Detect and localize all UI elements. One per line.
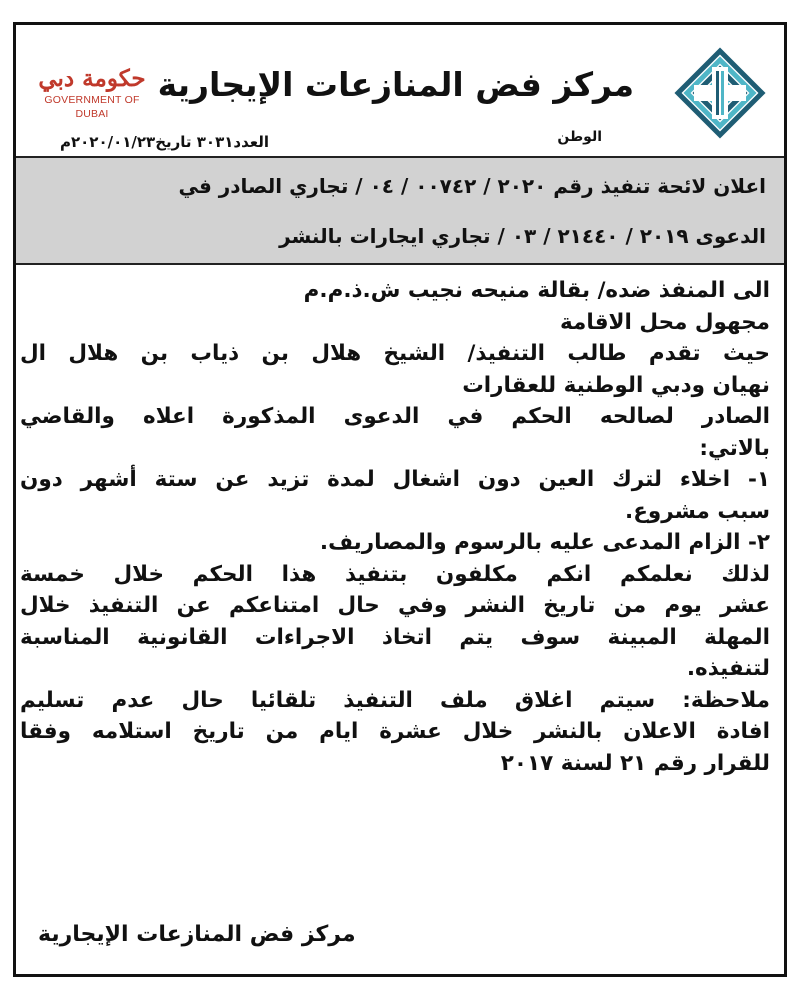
- newspaper-source: الوطن: [557, 129, 602, 145]
- banner-line-2: الدعوى ٢٠١٩ / ٢١٤٤٠ / ٠٣ / تجاري ايجارات بالنشر: [279, 224, 766, 248]
- body-line: بالاتي:: [699, 435, 770, 461]
- body-line: ملاحظة: سيتم اغلاق ملف التنفيذ تلقائيا حال عدم تسليم: [20, 687, 770, 713]
- notice-frame: [13, 22, 787, 977]
- body-line: لتنفيذه.: [686, 656, 770, 681]
- banner-line-1: اعلان لائحة تنفيذ رقم ٢٠٢٠ / ٠٠٧٤٢ / ٠٤ / تجاري الصادر في: [178, 174, 766, 198]
- body-line: سبب مشروع.: [625, 498, 770, 524]
- body-line: مجهول محل الاقامة: [560, 309, 770, 335]
- gov-logo-english: GOVERNMENT OF DUBAI: [44, 94, 140, 120]
- notice-header: [16, 25, 784, 153]
- government-of-dubai-logo: [32, 65, 152, 129]
- page-title: مركز فض المنازعات الإيجارية: [157, 65, 634, 104]
- body-line: عشر يوم من تاريخ النشر وفي حال امتناعكم عن التنفيذ خلال: [20, 593, 770, 618]
- signature-line: مركز فض المنازعات الإيجارية: [38, 922, 356, 947]
- issue-date-line: العدد٣٠٣١ تاريخ٢٠٢٠/٠١/٢٣م: [60, 133, 270, 151]
- body-line: للقرار رقم ٢١ لسنة ٢٠١٧: [500, 750, 770, 776]
- body-line: الصادر لصالحه الحكم في الدعوى المذكورة اعلاه والقاضي: [20, 404, 770, 429]
- rental-disputes-centre-logo-icon: [674, 47, 766, 139]
- body-line: المهلة المبينة سوف يتم اتخاذ الاجراءات القانونية المناسبة: [20, 624, 770, 650]
- body-line: ١- اخلاء لترك العين دون اشغال لمدة تزيد عن ستة أشهر دون: [20, 467, 770, 492]
- gov-logo-arabic: حكومة دبي: [38, 65, 146, 92]
- notice-body: [20, 275, 770, 779]
- body-line: ٢- الزام المدعى عليه بالرسوم والمصاريف.: [319, 530, 770, 555]
- body-line: افادة الاعلان بالنشر خلال عشرة ايام من تاريخ استلامه وفقا: [20, 719, 770, 744]
- notice-banner: [16, 156, 784, 265]
- body-line: الى المنفذ ضده/ بقالة منيحه نجيب ش.ذ.م.م: [303, 278, 770, 303]
- body-line: لذلك نعلمكم انكم مكلفون بتنفيذ هذا الحكم خلال خمسة: [20, 561, 770, 587]
- body-line: نهيان ودبي الوطنية للعقارات: [462, 372, 770, 398]
- body-line: حيث تقدم طالب التنفيذ/ الشيخ هلال بن ذياب بن هلال ال: [20, 341, 770, 366]
